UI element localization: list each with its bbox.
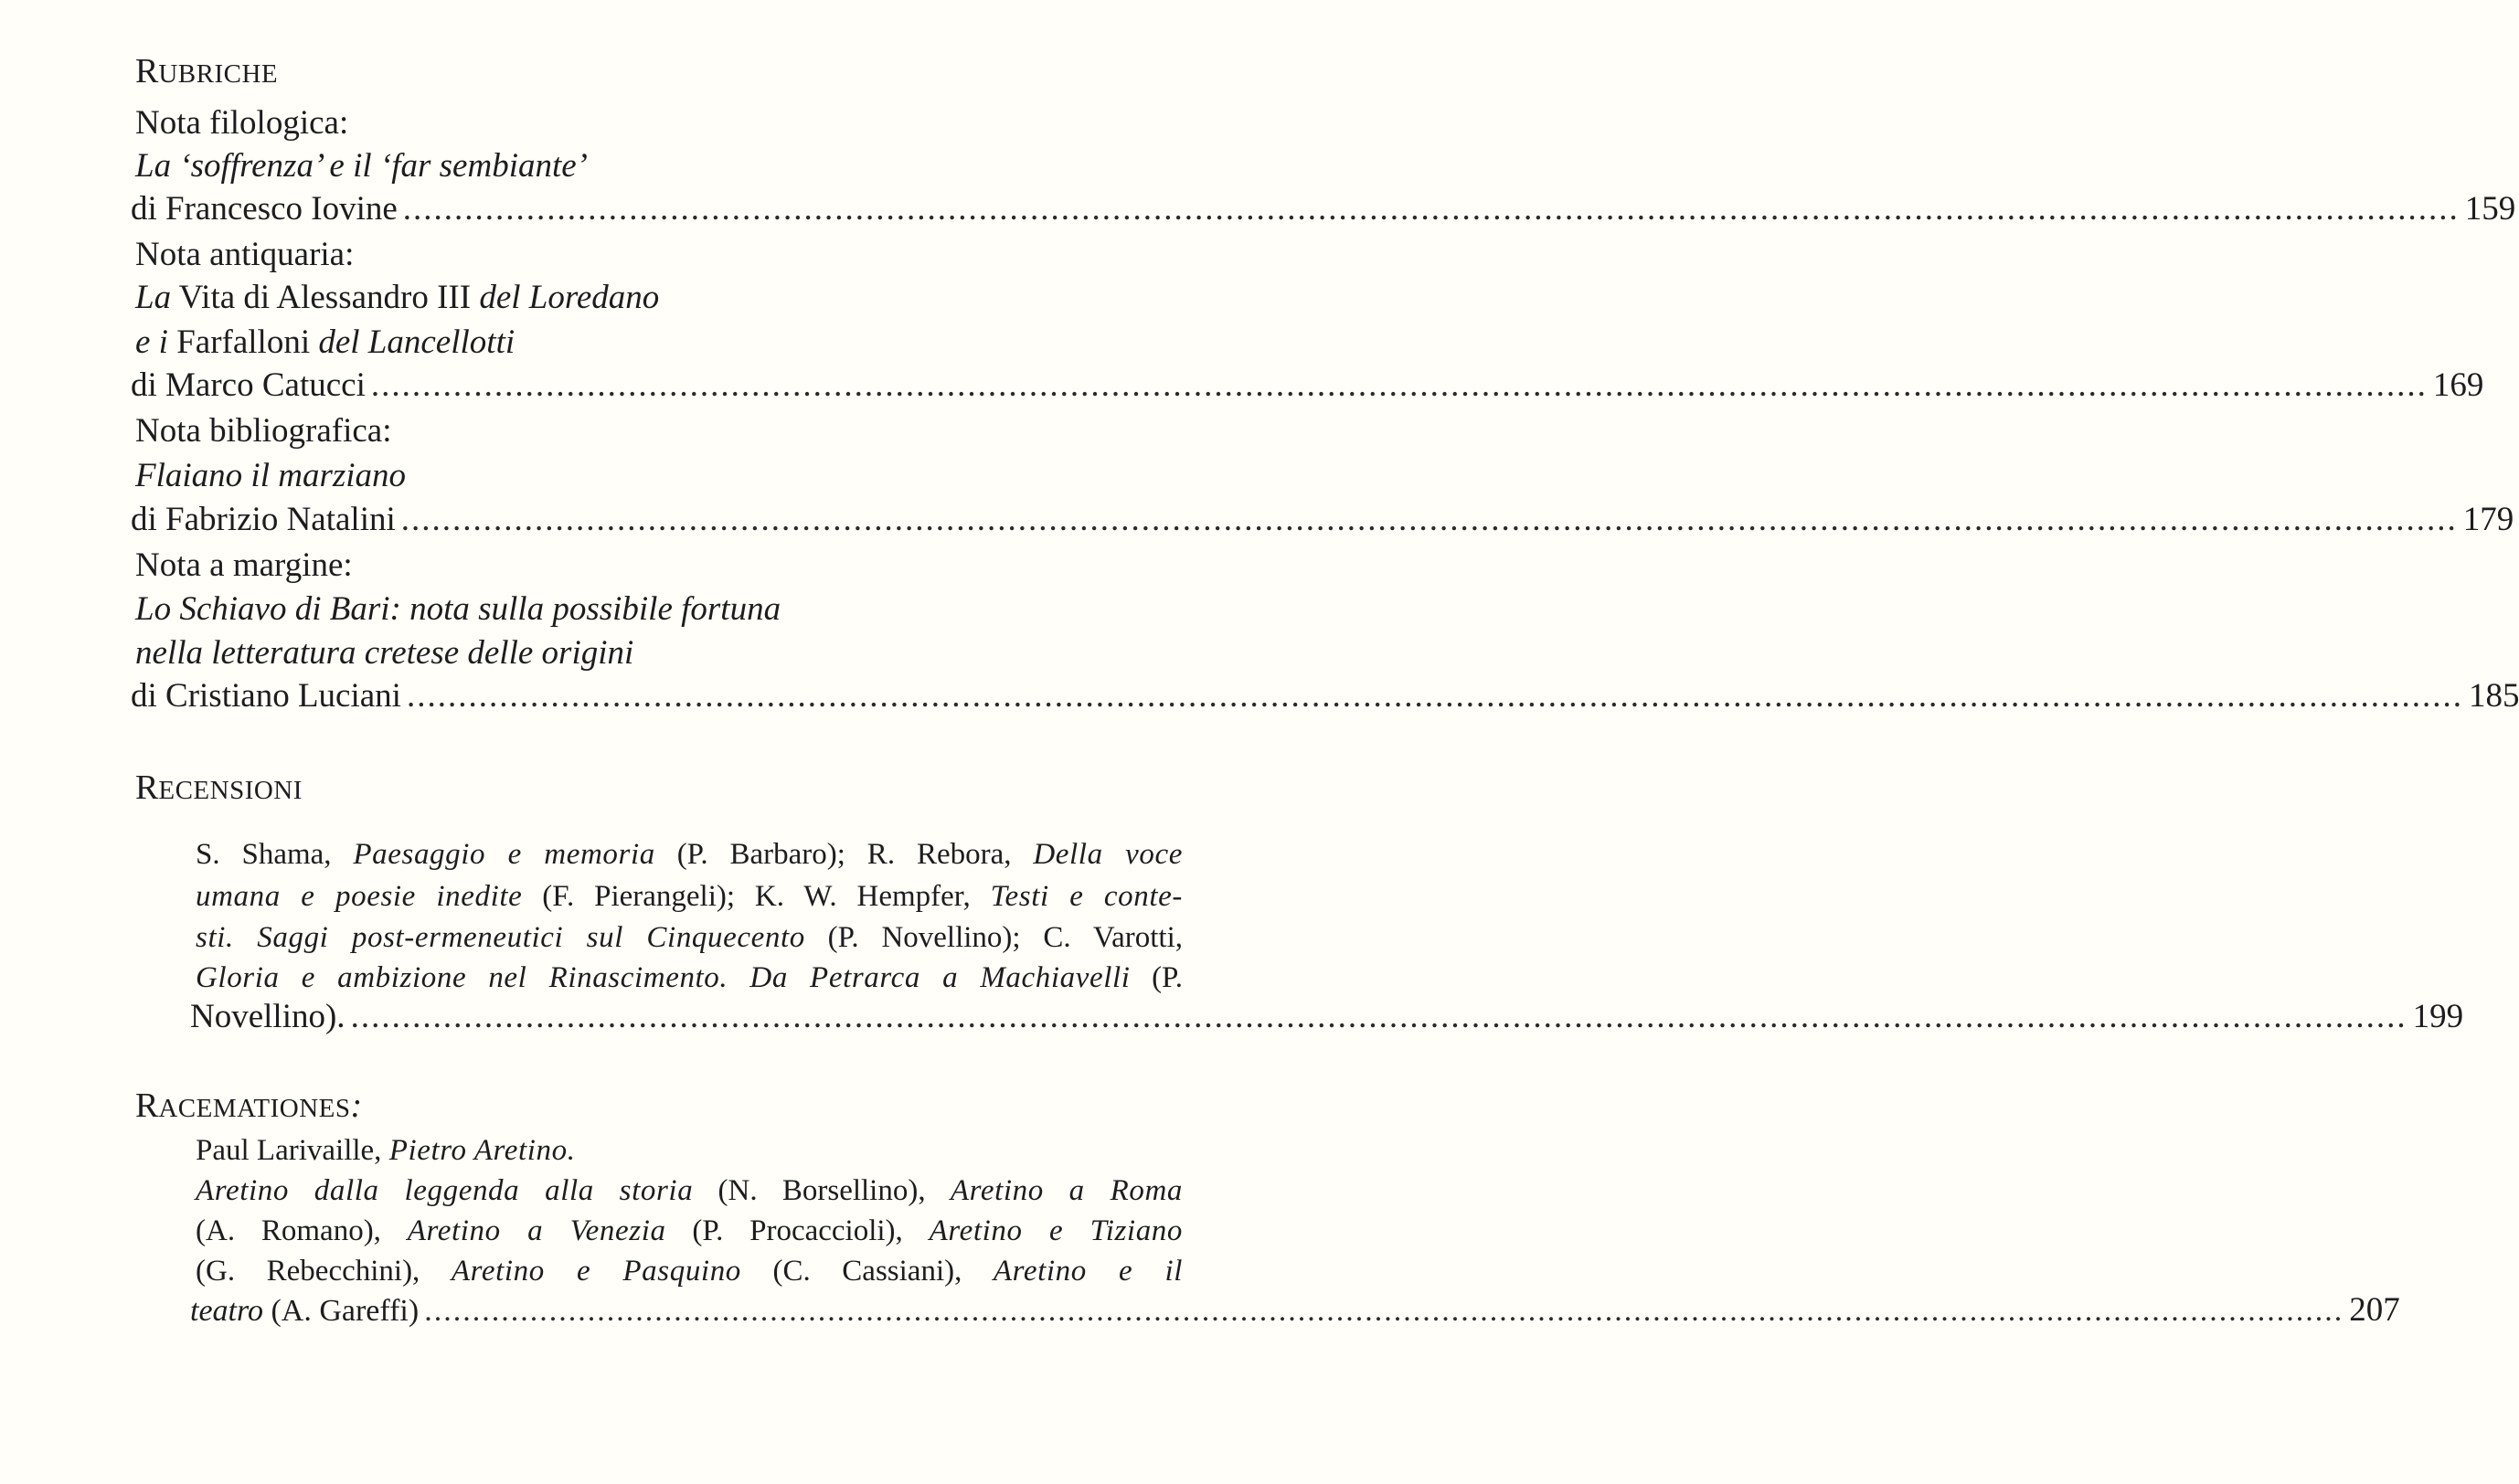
section-heading-racemationes: RACEMATIONES: xyxy=(135,1086,363,1125)
toc-entry[interactable] xyxy=(131,363,2484,408)
italic-title-run: e i xyxy=(135,323,168,361)
dot-leader: ........................................................................................................................................................................................................ xyxy=(400,501,2458,538)
italic-title-run: umana e poesie inedite xyxy=(196,880,523,913)
dot-leader: ........................................................................................................................................................................................................ xyxy=(402,190,2460,228)
page-number: 159 xyxy=(2464,190,2516,228)
italic-title-run: Aretino dalla leggenda alla storia xyxy=(196,1174,694,1207)
italic-title-run: sti. Saggi post-ermeneutici sul Cinquecento xyxy=(196,921,805,954)
rubrica-title-line xyxy=(135,587,1269,632)
rubrica-title-line xyxy=(135,143,1269,189)
page-number: 199 xyxy=(2412,998,2464,1035)
book-line xyxy=(196,1129,1183,1171)
rubrica-label: Nota antiquaria: xyxy=(135,236,355,273)
text-run: (P. Procaccioli), xyxy=(665,1214,930,1247)
toc-entry[interactable] xyxy=(190,994,2464,1040)
rubrica-title-line xyxy=(135,631,1269,676)
text-run: (N. Borsellino), xyxy=(693,1174,951,1207)
dot-leader: ........................................................................................................................................................................................................ xyxy=(350,998,2407,1035)
text-run: (G. Rebecchini), xyxy=(196,1255,452,1288)
entry-author: di Cristiano Luciani xyxy=(131,677,401,715)
text-run: (C. Cassiani), xyxy=(740,1255,994,1288)
review-line xyxy=(196,917,1183,959)
toc-entry[interactable] xyxy=(131,673,2519,719)
toc-entry[interactable] xyxy=(131,186,2516,232)
italic-title-run: Aretino e Pasquino xyxy=(451,1255,741,1288)
text-run: Paul Larivaille, xyxy=(196,1134,389,1167)
text-run: S. Shama, xyxy=(196,838,354,871)
essay-line xyxy=(196,1210,1183,1252)
italic-title-run: nella letteratura cretese delle origini xyxy=(135,634,634,672)
italic-title-run: Testi e conte- xyxy=(990,880,1183,913)
toc-entry[interactable] xyxy=(190,1288,2400,1334)
entry-author: di Fabrizio Natalini xyxy=(131,501,396,538)
italic-title-run: del Loredano xyxy=(479,279,660,316)
dot-leader: ........................................................................................................................................................................................................ xyxy=(424,1294,2344,1328)
page-number: 179 xyxy=(2462,501,2514,538)
essay-line xyxy=(196,1250,1183,1292)
italic-title-run: Paesaggio e memoria xyxy=(353,838,655,871)
italic-title-run: Flaiano il marziano xyxy=(135,457,407,494)
entry-text xyxy=(190,1288,419,1334)
italic-title-run: teatro xyxy=(190,1294,263,1328)
text-run: (P. Novellino); C. Varotti, xyxy=(804,921,1183,954)
rubrica-label: Nota bibliografica: xyxy=(135,412,392,450)
text-run: Farfalloni xyxy=(167,323,319,361)
page-number: 185 xyxy=(2468,677,2519,715)
italic-title-run: La ‘soffrenza’ e il ‘far sembiante’ xyxy=(135,147,589,185)
review-line xyxy=(196,875,1183,917)
text-run: (A. Romano), xyxy=(196,1214,408,1247)
italic-title-run: del Lancellotti xyxy=(318,323,515,361)
page-number: 169 xyxy=(2432,366,2484,404)
review-line xyxy=(196,957,1183,999)
rubrica-label: Nota a margine: xyxy=(135,546,353,584)
rubrica-title-line xyxy=(135,275,1269,321)
italic-title-run: Della voce xyxy=(1033,838,1183,871)
entry-author: di Marco Catucci xyxy=(131,366,366,404)
italic-title-run: Aretino a Venezia xyxy=(407,1214,666,1247)
italic-title-run: Aretino e il xyxy=(993,1255,1183,1288)
dot-leader: ........................................................................................................................................................................................................ xyxy=(370,366,2428,404)
entry-author: di Francesco Iovine xyxy=(131,190,398,228)
rubrica-title-line xyxy=(135,320,1269,366)
toc-entry[interactable] xyxy=(131,497,2514,543)
section-heading-recensioni: RECENSIONI xyxy=(135,768,303,807)
italic-title-run: Lo Schiavo di Bari: nota sulla possibile fortuna xyxy=(135,590,781,628)
essay-line xyxy=(196,1170,1183,1212)
entry-text: Novellino). xyxy=(190,998,345,1035)
rubrica-label: Nota filologica: xyxy=(135,104,349,142)
italic-title-run: Gloria e ambizione nel Rinascimento. Da Petrarca a Machiavelli xyxy=(196,961,1131,994)
italic-title-run: La xyxy=(135,279,172,316)
text-run: (P. Barbaro); R. Rebora, xyxy=(654,838,1034,871)
italic-title-run: Pietro Aretino. xyxy=(388,1134,576,1167)
text-run: (A. Gareffi) xyxy=(262,1294,420,1328)
text-run: Vita di Alessandro III xyxy=(171,279,480,316)
text-run: (P. xyxy=(1130,961,1184,994)
section-heading-rubriche: RUBRICHE xyxy=(135,52,279,90)
text-run: (F. Pierangeli); K. W. Hempfer, xyxy=(522,880,991,913)
italic-title-run: Aretino e Tiziano xyxy=(929,1214,1184,1247)
review-line xyxy=(196,833,1183,875)
rubrica-title-line xyxy=(135,453,1269,499)
dot-leader: ........................................................................................................................................................................................................ xyxy=(406,677,2463,715)
italic-title-run: Aretino a Roma xyxy=(950,1174,1183,1207)
page-number: 207 xyxy=(2349,1291,2400,1329)
